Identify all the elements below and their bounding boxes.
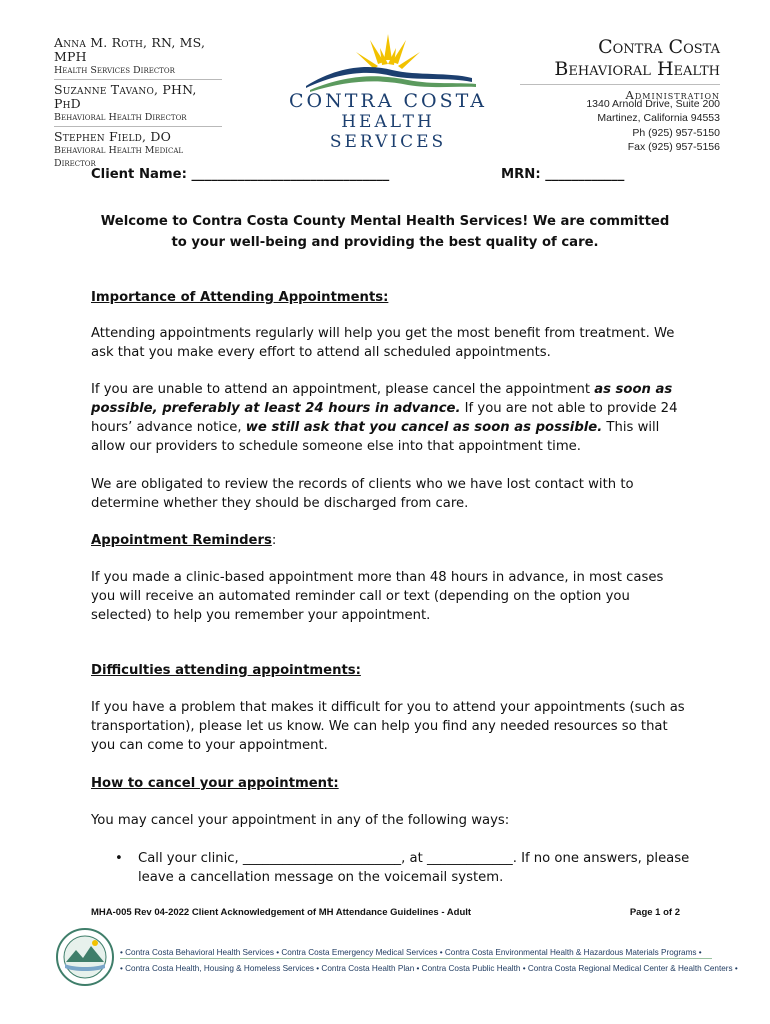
form-identifier: MHA-005 Rev 04-2022 Client Acknowledgement of MH Attendance Guidelines - Adult [91, 907, 472, 918]
divider [520, 84, 720, 85]
welcome-line-2: to your well-being and providing the best quality of care. [171, 235, 599, 250]
reminders-paragraph: If you made a clinic-based appointment more than 48 hours in advance, in most cases you will receive an automated reminder call or text (depending on the option you selected) to help you remember your appointment. [91, 570, 664, 623]
footer-agencies-line-2: • Contra Costa Health, Housing & Homeless Services • Contra Costa Health Plan • Contra Costa Public Health • Contra Costa Regional Medical Center & Health Centers • [120, 964, 738, 973]
bullet-text [138, 849, 698, 887]
importance-paragraph-3: We are obligated to review the records of clients who we have lost contact with to determine whether they should be discharged from care. [91, 477, 634, 511]
reminders-heading: Appointment Reminders [91, 533, 272, 548]
address-line-2: Martinez, California 94553 [597, 112, 720, 124]
agency-block [520, 36, 720, 102]
fax-line: Fax (925) 957-5156 [627, 141, 720, 153]
difficulties-paragraph: If you have a problem that makes it difficult for you to attend your appointments (such as transportation), please let us know. We can help you find any needed resources so that you can come to your appointment. [91, 700, 685, 753]
importance-paragraph-1: Attending appointments regularly will help you get the most benefit from treatment. We ask that you make every effort to attend all scheduled appointments. [91, 326, 675, 360]
welcome-line-1: Welcome to Contra Costa County Mental Health Services! We are committed [100, 214, 670, 229]
footer-agencies-line-1: • Contra Costa Behavioral Health Services • Contra Costa Emergency Medical Services • Contra Costa Environmental Health & Hazardous Materials Programs • [120, 948, 702, 957]
bullet-icon: • [115, 851, 123, 866]
mrn-label: MRN: [501, 167, 541, 182]
staff-list [54, 36, 222, 170]
staff-title-1: Health Services Director [54, 65, 175, 76]
client-name-label: Client Name: [91, 167, 187, 182]
text-run: , at [401, 851, 427, 866]
agency-line-3: Administration [625, 88, 720, 102]
emphasis-text: we still ask that you cancel as soon as possible. [245, 420, 603, 435]
agency-phones [560, 126, 720, 154]
client-name-field[interactable] [91, 165, 389, 184]
divider [120, 958, 712, 959]
page-number: Page 1 of 2 [629, 907, 680, 918]
staff-title-3: Behavioral Health Medical Director [54, 145, 184, 169]
reminders-colon: : [271, 533, 277, 548]
text-run: . If no one answers, please leave a cancellation message on the voicemail system. [138, 851, 690, 885]
agency-line-2: Behavioral Health [554, 58, 720, 80]
mountain-sun-icon [288, 30, 488, 92]
importance-heading: Importance of Attending Appointments: [91, 290, 389, 305]
county-seal-icon [56, 928, 114, 986]
address-line-1: 1340 Arnold Drive, Suite 200 [586, 98, 720, 110]
agency-address [560, 97, 720, 125]
staff-name-2: Suzanne Tavano, PHN, PhD [54, 82, 197, 111]
staff-title-2: Behavioral Health Director [54, 112, 187, 123]
difficulties-heading: Difficulties attending appointments: [91, 663, 361, 678]
divider [54, 79, 222, 80]
text-run: If you are not able to provide 24 hours’ advance notice, [91, 401, 678, 435]
reminders-heading-row [91, 531, 691, 550]
mrn-blank[interactable]: ____________ [545, 167, 625, 182]
emphasis-text: as soon as possible, preferably at least 24 hours in advance. [91, 382, 673, 416]
staff-name-1: Anna M. Roth, RN, MS, MPH [54, 35, 206, 64]
cancel-heading: How to cancel your appointment: [91, 776, 339, 791]
text-run: Call your clinic, [138, 851, 243, 866]
divider [54, 126, 222, 127]
staff-name-3: Stephen Field, DO [54, 129, 172, 144]
welcome-message [76, 211, 694, 253]
health-services-logo [288, 30, 488, 152]
phone-line: Ph (925) 957-5150 [632, 127, 720, 139]
clinic-name-blank[interactable]: ________________________ [242, 851, 402, 866]
clinic-phone-blank[interactable]: _____________ [426, 851, 513, 866]
agency-line-1: Contra Costa [598, 36, 720, 58]
logo-line-2: HEALTH SERVICES [329, 112, 447, 152]
text-run: If you are unable to attend an appointment, please cancel the appointment [91, 382, 595, 397]
cancel-paragraph: You may cancel your appointment in any of the following ways: [91, 813, 510, 828]
mrn-field[interactable] [501, 165, 624, 184]
text-run: This will allow our providers to schedule someone else into that appointment time. [91, 420, 660, 454]
client-name-blank[interactable]: ______________________________ [191, 167, 390, 182]
importance-paragraph-2 [91, 380, 691, 456]
logo-line-1: CONTRA COSTA [289, 90, 487, 112]
